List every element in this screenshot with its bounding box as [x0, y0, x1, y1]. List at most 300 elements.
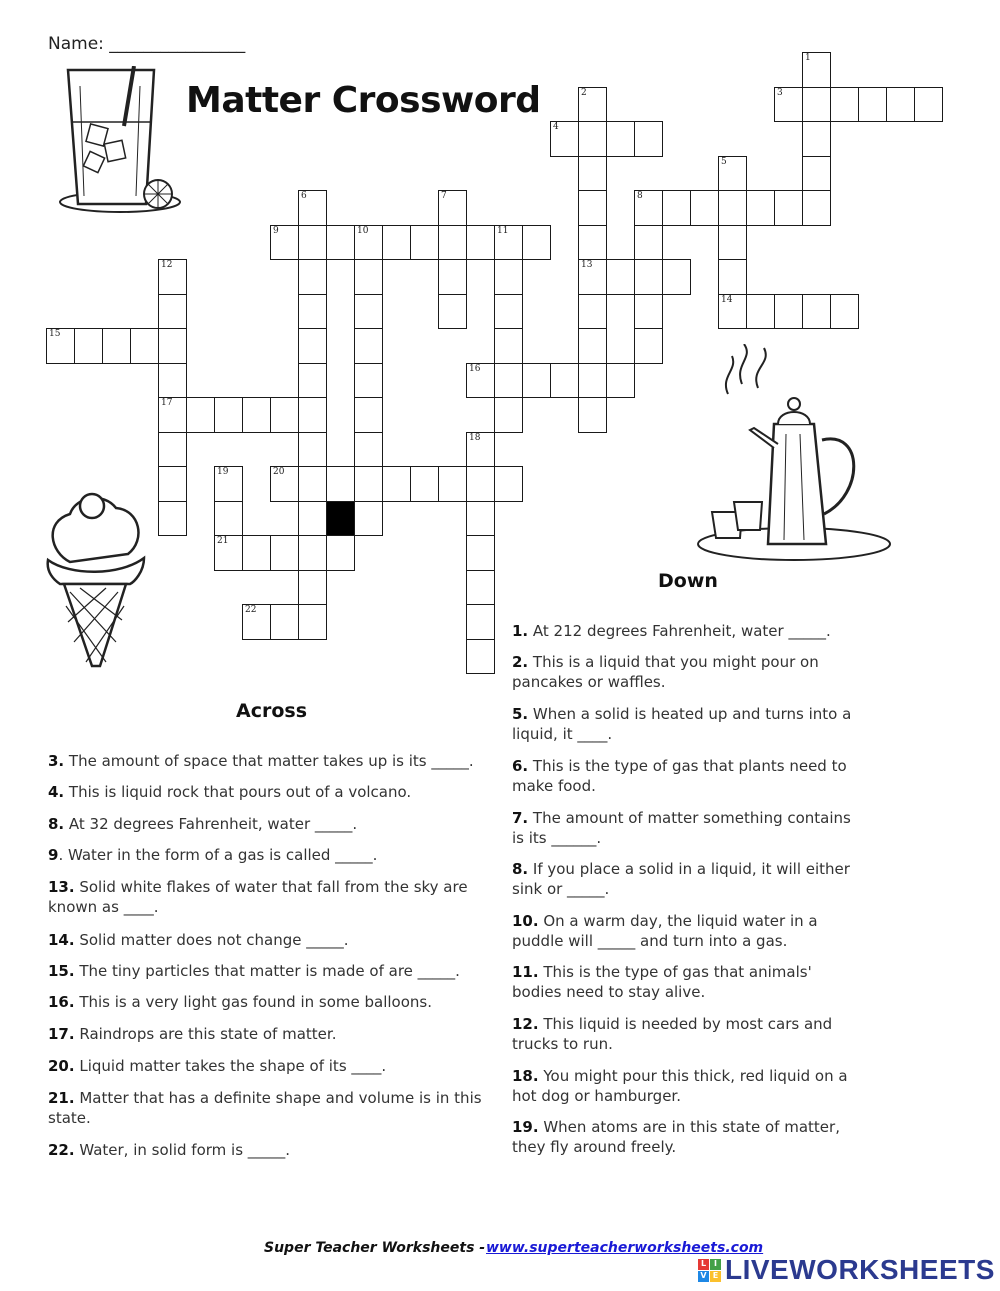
crossword-cell[interactable] — [718, 190, 747, 226]
crossword-cell[interactable] — [774, 87, 803, 123]
cell-input[interactable] — [467, 536, 494, 570]
crossword-cell[interactable] — [214, 466, 243, 502]
crossword-cell[interactable] — [438, 466, 467, 502]
cell-input[interactable] — [775, 295, 802, 329]
crossword-cell[interactable] — [298, 501, 327, 537]
crossword-cell[interactable] — [550, 121, 579, 157]
cell-input[interactable] — [439, 467, 466, 501]
cell-input[interactable] — [383, 226, 410, 260]
cell-input[interactable] — [439, 191, 466, 225]
crossword-cell[interactable] — [578, 190, 607, 226]
crossword-cell[interactable] — [774, 190, 803, 226]
crossword-cell[interactable] — [494, 328, 523, 364]
crossword-cell[interactable] — [214, 397, 243, 433]
cell-input[interactable] — [495, 260, 522, 294]
cell-input[interactable] — [243, 398, 270, 432]
cell-input[interactable] — [355, 502, 382, 536]
crossword-cell[interactable] — [438, 190, 467, 226]
crossword-cell[interactable] — [578, 397, 607, 433]
cell-input[interactable] — [327, 226, 354, 260]
crossword-cell[interactable] — [354, 328, 383, 364]
clue-number: 7 — [441, 191, 447, 201]
crossword-cell[interactable] — [886, 87, 915, 123]
cell-input[interactable] — [495, 329, 522, 363]
crossword-cell[interactable] — [270, 604, 299, 640]
clue-text: This liquid is needed by most cars and trucks to run. — [512, 1015, 833, 1053]
crossword-cell[interactable] — [774, 294, 803, 330]
cell-input[interactable] — [355, 364, 382, 398]
crossword-cell[interactable] — [298, 570, 327, 606]
cell-input[interactable] — [299, 191, 326, 225]
cell-input[interactable] — [243, 605, 270, 639]
clue-number: 13 — [581, 260, 593, 270]
crossword-cell[interactable] — [326, 225, 355, 261]
crossword-cell[interactable] — [522, 225, 551, 261]
crossword-cell[interactable] — [242, 397, 271, 433]
cell-input[interactable] — [383, 467, 410, 501]
crossword-cell[interactable] — [354, 363, 383, 399]
crossword-cell[interactable] — [718, 259, 747, 295]
cell-input[interactable] — [803, 122, 830, 156]
crossword-cell[interactable] — [438, 225, 467, 261]
crossword-cell[interactable] — [830, 294, 859, 330]
crossword-cell[interactable] — [578, 328, 607, 364]
cell-input[interactable] — [299, 295, 326, 329]
cell-input[interactable] — [551, 122, 578, 156]
crossword-cell[interactable] — [298, 604, 327, 640]
crossword-cell[interactable] — [606, 259, 635, 295]
crossword-cell[interactable] — [466, 570, 495, 606]
crossword-cell[interactable] — [270, 535, 299, 571]
crossword-cell[interactable] — [270, 225, 299, 261]
logo-block: E — [710, 1271, 721, 1282]
crossword-cell[interactable] — [298, 328, 327, 364]
cell-input[interactable] — [747, 191, 774, 225]
crossword-cell[interactable] — [802, 87, 831, 123]
clue-number: 14. — [48, 931, 75, 949]
cell-input[interactable] — [271, 398, 298, 432]
cell-input[interactable] — [299, 364, 326, 398]
crossword-cell[interactable] — [634, 294, 663, 330]
cell-input[interactable] — [579, 191, 606, 225]
crossword-cell[interactable] — [466, 225, 495, 261]
crossword-cell[interactable] — [578, 225, 607, 261]
clue-number: 2 — [581, 87, 587, 98]
cell-input[interactable] — [159, 329, 186, 363]
crossword-cell[interactable] — [466, 639, 495, 675]
crossword-cell[interactable] — [578, 87, 607, 123]
cell-input[interactable] — [271, 226, 298, 260]
cell-input[interactable] — [439, 260, 466, 294]
cell-input[interactable] — [803, 295, 830, 329]
crossword-cell[interactable] — [802, 156, 831, 192]
cell-input[interactable] — [635, 329, 662, 363]
cell-input[interactable] — [467, 640, 494, 674]
footer-credit: Super Teacher Worksheets - — [264, 1240, 486, 1256]
clue-number: 1. — [512, 622, 529, 640]
cell-input[interactable] — [327, 467, 354, 501]
crossword-cell[interactable] — [158, 432, 187, 468]
cell-input[interactable] — [467, 226, 494, 260]
cell-input[interactable] — [271, 536, 298, 570]
crossword-cell[interactable] — [354, 397, 383, 433]
crossword-cell[interactable] — [634, 225, 663, 261]
clue-number: 4. — [48, 783, 65, 801]
crossword-cell[interactable] — [410, 225, 439, 261]
cell-input[interactable] — [215, 502, 242, 536]
cell-input[interactable] — [299, 536, 326, 570]
crossword-cell[interactable] — [270, 466, 299, 502]
cell-input[interactable] — [859, 88, 886, 122]
crossword-cell[interactable] — [186, 397, 215, 433]
cell-input[interactable] — [915, 88, 942, 122]
cell-input[interactable] — [159, 433, 186, 467]
cell-input[interactable] — [299, 433, 326, 467]
crossword-cell[interactable] — [74, 328, 103, 364]
cell-input[interactable] — [187, 398, 214, 432]
cell-input[interactable] — [803, 88, 830, 122]
crossword-cell[interactable] — [746, 190, 775, 226]
cell-input[interactable] — [775, 88, 802, 122]
cell-input[interactable] — [579, 260, 606, 294]
clue-text: Matter that has a definite shape and volume is in this state. — [48, 1089, 482, 1127]
clue-number: 12 — [161, 260, 173, 270]
crossword-cell[interactable] — [158, 501, 187, 537]
across-clue — [48, 845, 498, 865]
crossword-cell[interactable] — [802, 52, 831, 88]
clue-text: On a warm day, the liquid water in a puddle will _____ and turn into a gas. — [512, 912, 818, 950]
cell-input[interactable] — [831, 88, 858, 122]
clue-number: 15 — [49, 329, 61, 339]
clue-number: 8 — [637, 191, 643, 201]
crossword-cell[interactable] — [298, 190, 327, 226]
clue-number: 22. — [48, 1141, 75, 1159]
crossword-cell[interactable] — [242, 535, 271, 571]
crossword-cell[interactable] — [438, 294, 467, 330]
cell-input[interactable] — [607, 122, 634, 156]
crossword-cell[interactable] — [494, 294, 523, 330]
crossword-cell[interactable] — [298, 225, 327, 261]
cell-input[interactable] — [299, 605, 326, 639]
crossword-cell[interactable] — [718, 225, 747, 261]
cell-input[interactable] — [159, 295, 186, 329]
crossword-cell[interactable] — [270, 397, 299, 433]
cell-input[interactable] — [663, 191, 690, 225]
crossword-cell[interactable] — [802, 294, 831, 330]
cell-input[interactable] — [495, 364, 522, 398]
clue-number: 18 — [469, 432, 481, 443]
cell-input[interactable] — [243, 536, 270, 570]
clue-number: 16. — [48, 993, 75, 1011]
across-clue — [48, 992, 498, 1012]
crossword-cell[interactable] — [634, 259, 663, 295]
crossword-cell[interactable] — [354, 501, 383, 537]
crossword-cell[interactable] — [382, 466, 411, 502]
cell-input[interactable] — [215, 536, 242, 570]
cell-input[interactable] — [719, 260, 746, 294]
cell-input[interactable] — [299, 467, 326, 501]
across-clue — [48, 930, 498, 950]
cell-input[interactable] — [635, 295, 662, 329]
clue-text: This is the type of gas that animals' bodies need to stay alive. — [512, 963, 812, 1001]
clue-number: 22 — [245, 605, 257, 615]
cell-input[interactable] — [467, 364, 494, 398]
crossword-cell[interactable] — [298, 466, 327, 502]
cell-input[interactable] — [495, 295, 522, 329]
crossword-cell[interactable] — [578, 156, 607, 192]
crossword-cell[interactable] — [858, 87, 887, 123]
down-clue — [512, 1014, 862, 1054]
across-clue — [48, 1024, 498, 1044]
cell-input[interactable] — [635, 122, 662, 156]
crossword-cell[interactable] — [354, 225, 383, 261]
cell-input[interactable] — [355, 433, 382, 467]
crossword-cell[interactable] — [914, 87, 943, 123]
down-clue — [512, 1117, 862, 1157]
cell-input[interactable] — [355, 295, 382, 329]
clue-number: 16 — [469, 363, 481, 374]
clue-number: 5. — [512, 705, 529, 723]
crossword-cell[interactable] — [354, 294, 383, 330]
ice-cream-icon — [40, 492, 150, 672]
crossword-cell[interactable] — [494, 225, 523, 261]
across-clue — [48, 814, 498, 834]
crossword-cell[interactable] — [46, 328, 75, 364]
clue-number: 11. — [512, 963, 539, 981]
clue-text: If you place a solid in a liquid, it will either sink or _____. — [512, 860, 850, 898]
clue-number: 12. — [512, 1015, 539, 1033]
cell-input[interactable] — [803, 191, 830, 225]
crossword-cell[interactable] — [802, 190, 831, 226]
cell-input[interactable] — [523, 226, 550, 260]
cell-input[interactable] — [719, 295, 746, 329]
cell-input[interactable] — [299, 502, 326, 536]
blocked-cell — [326, 501, 355, 537]
cell-input[interactable] — [579, 122, 606, 156]
crossword-cell[interactable] — [298, 294, 327, 330]
crossword-cell[interactable] — [606, 363, 635, 399]
logo-block: V — [698, 1271, 709, 1282]
crossword-cell[interactable] — [494, 363, 523, 399]
crossword-cell[interactable] — [494, 259, 523, 295]
cell-input[interactable] — [747, 295, 774, 329]
crossword-cell[interactable] — [578, 121, 607, 157]
cell-input[interactable] — [131, 329, 158, 363]
crossword-cell[interactable] — [158, 328, 187, 364]
crossword-cell[interactable] — [354, 432, 383, 468]
crossword-cell[interactable] — [158, 466, 187, 502]
cell-input[interactable] — [467, 571, 494, 605]
clue-number: 6. — [512, 757, 529, 775]
crossword-cell[interactable] — [298, 397, 327, 433]
cell-input[interactable] — [355, 329, 382, 363]
cell-input[interactable] — [355, 467, 382, 501]
cell-input[interactable] — [523, 364, 550, 398]
cell-input[interactable] — [691, 191, 718, 225]
logo-text: LIVEWORKSHEETS — [725, 1254, 995, 1285]
clue-text: The tiny particles that matter is made of are _____. — [74, 962, 460, 980]
cell-input[interactable] — [355, 226, 382, 260]
cell-input[interactable] — [579, 88, 606, 122]
crossword-cell[interactable] — [214, 535, 243, 571]
cell-input[interactable] — [831, 295, 858, 329]
cell-input[interactable] — [467, 433, 494, 467]
crossword-cell[interactable] — [606, 121, 635, 157]
cell-input[interactable] — [439, 295, 466, 329]
cell-input[interactable] — [579, 157, 606, 191]
crossword-cell[interactable] — [522, 363, 551, 399]
cell-input[interactable] — [719, 226, 746, 260]
cell-input[interactable] — [355, 398, 382, 432]
crossword-cell[interactable] — [690, 190, 719, 226]
cell-input[interactable] — [159, 398, 186, 432]
crossword-cell[interactable] — [158, 397, 187, 433]
cell-input[interactable] — [495, 226, 522, 260]
cell-input[interactable] — [299, 398, 326, 432]
cell-input[interactable] — [299, 329, 326, 363]
crossword-cell[interactable] — [746, 294, 775, 330]
crossword-cell[interactable] — [466, 501, 495, 537]
down-heading: Down — [658, 570, 718, 592]
down-clue — [512, 859, 862, 899]
cell-input[interactable] — [47, 329, 74, 363]
crossword-cell[interactable] — [214, 501, 243, 537]
cell-input[interactable] — [215, 467, 242, 501]
crossword-cell[interactable] — [298, 363, 327, 399]
cell-input[interactable] — [579, 398, 606, 432]
cell-input[interactable] — [159, 467, 186, 501]
clue-text: You might pour this thick, red liquid on a hot dog or hamburger. — [512, 1067, 848, 1105]
cell-input[interactable] — [495, 398, 522, 432]
crossword-cell[interactable] — [466, 604, 495, 640]
crossword-cell[interactable] — [158, 363, 187, 399]
crossword-cell[interactable] — [634, 328, 663, 364]
cell-input[interactable] — [607, 260, 634, 294]
cell-input[interactable] — [215, 398, 242, 432]
cell-input[interactable] — [635, 191, 662, 225]
cell-input[interactable] — [159, 502, 186, 536]
crossword-cell[interactable] — [634, 190, 663, 226]
crossword-cell[interactable] — [830, 87, 859, 123]
cell-input[interactable] — [579, 364, 606, 398]
cell-input[interactable] — [271, 605, 298, 639]
cell-input[interactable] — [719, 157, 746, 191]
crossword-cell[interactable] — [242, 604, 271, 640]
cell-input[interactable] — [775, 191, 802, 225]
crossword-cell[interactable] — [578, 294, 607, 330]
clue-number: 4 — [553, 122, 559, 132]
crossword-cell[interactable] — [158, 294, 187, 330]
cell-input[interactable] — [327, 536, 354, 570]
clue-number: 9 — [48, 846, 59, 864]
cell-input[interactable] — [355, 260, 382, 294]
cell-input[interactable] — [719, 191, 746, 225]
crossword-cell[interactable] — [326, 535, 355, 571]
clue-text: When a solid is heated up and turns into a liquid, it ____. — [512, 705, 852, 743]
crossword-cell[interactable] — [382, 225, 411, 261]
cell-input[interactable] — [803, 53, 830, 87]
crossword-cell[interactable] — [718, 294, 747, 330]
crossword-cell[interactable] — [354, 259, 383, 295]
crossword-cell[interactable] — [662, 259, 691, 295]
cell-input[interactable] — [467, 605, 494, 639]
clue-number: 10 — [357, 225, 369, 236]
cell-input[interactable] — [551, 364, 578, 398]
clue-number: 10. — [512, 912, 539, 930]
cell-input[interactable] — [411, 467, 438, 501]
cell-input[interactable] — [579, 329, 606, 363]
cell-input[interactable] — [411, 226, 438, 260]
crossword-cell[interactable] — [802, 121, 831, 157]
crossword-cell[interactable] — [354, 466, 383, 502]
cell-input[interactable] — [159, 364, 186, 398]
cell-input[interactable] — [607, 364, 634, 398]
cell-input[interactable] — [299, 260, 326, 294]
crossword-cell[interactable] — [466, 363, 495, 399]
cell-input[interactable] — [579, 295, 606, 329]
cell-input[interactable] — [299, 571, 326, 605]
crossword-cell[interactable] — [298, 432, 327, 468]
crossword-cell[interactable] — [634, 121, 663, 157]
footer-link[interactable]: www.superteacherworksheets.com — [486, 1240, 764, 1256]
crossword-cell[interactable] — [438, 259, 467, 295]
crossword-cell[interactable] — [662, 190, 691, 226]
crossword-cell[interactable] — [102, 328, 131, 364]
cell-input[interactable] — [887, 88, 914, 122]
down-clue — [512, 962, 862, 1002]
crossword-cell[interactable] — [718, 156, 747, 192]
crossword-cell[interactable] — [466, 535, 495, 571]
crossword-cell[interactable] — [326, 466, 355, 502]
cell-input[interactable] — [579, 226, 606, 260]
cell-input[interactable] — [439, 226, 466, 260]
clue-text: This is a very light gas found in some balloons. — [74, 993, 432, 1011]
cell-input[interactable] — [299, 226, 326, 260]
crossword-cell[interactable] — [298, 535, 327, 571]
across-heading: Across — [236, 700, 308, 722]
crossword-cell[interactable] — [494, 397, 523, 433]
cell-input[interactable] — [467, 502, 494, 536]
crossword-cell[interactable] — [550, 363, 579, 399]
cell-input[interactable] — [467, 467, 494, 501]
cell-input[interactable] — [271, 467, 298, 501]
cell-input[interactable] — [663, 260, 690, 294]
crossword-cell[interactable] — [494, 466, 523, 502]
cell-input[interactable] — [103, 329, 130, 363]
name-label: Name: ________________ — [48, 34, 246, 54]
cell-input[interactable] — [635, 226, 662, 260]
clue-number: 1 — [805, 53, 811, 63]
page-title: Matter Crossword — [186, 80, 541, 121]
clue-text: Liquid matter takes the shape of its ____. — [74, 1057, 387, 1075]
cell-input[interactable] — [495, 467, 522, 501]
cell-input[interactable] — [159, 260, 186, 294]
crossword-cell[interactable] — [578, 363, 607, 399]
cell-input[interactable] — [635, 260, 662, 294]
cell-input[interactable] — [75, 329, 102, 363]
crossword-cell[interactable] — [466, 432, 495, 468]
crossword-cell[interactable] — [466, 466, 495, 502]
crossword-cell[interactable] — [578, 259, 607, 295]
crossword-cell[interactable] — [410, 466, 439, 502]
clue-text: At 32 degrees Fahrenheit, water _____. — [64, 815, 358, 833]
cell-input[interactable] — [803, 157, 830, 191]
crossword-cell[interactable] — [130, 328, 159, 364]
crossword-cell[interactable] — [158, 259, 187, 295]
clue-number: 19. — [512, 1118, 539, 1136]
crossword-cell[interactable] — [298, 259, 327, 295]
liveworksheets-logo[interactable] — [698, 1254, 995, 1286]
